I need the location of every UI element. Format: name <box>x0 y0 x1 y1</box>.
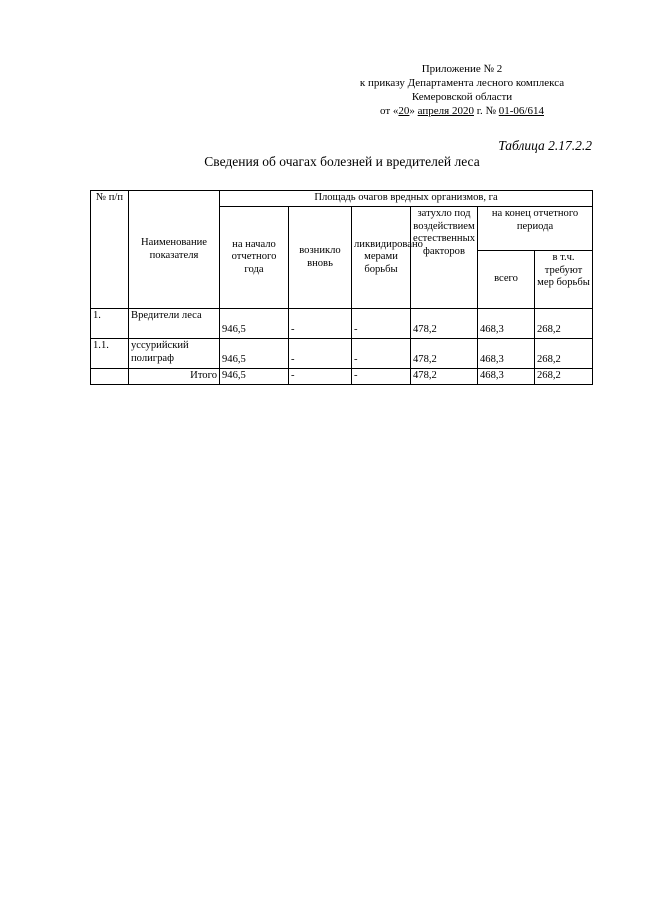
row-end-total: 468,3 <box>478 309 535 339</box>
total-start: 946,5 <box>220 369 289 385</box>
header-end-group: на конец отчетного периода <box>478 207 593 251</box>
pest-foci-table <box>90 190 593 385</box>
row-faded: 478,2 <box>411 309 478 339</box>
row-name: уссурийский полиграф <box>129 339 220 369</box>
header-start: на начало отчетного года <box>220 207 289 309</box>
row-start: 946,5 <box>220 309 289 339</box>
document-title: Сведения об очагах болезней и вредителей леса <box>204 154 480 169</box>
row-end-need: 268,2 <box>535 339 593 369</box>
order-number: 01-06/614 <box>498 105 544 117</box>
appendix-date-line <box>332 104 592 118</box>
total-liquidated: - <box>352 369 411 385</box>
row-liquidated: - <box>352 339 411 369</box>
header-new: возникло вновь <box>289 207 352 309</box>
date-day: 20 <box>398 105 410 117</box>
header-faded: затухло под воздействием естественных факторов <box>411 207 478 309</box>
date-month-year: апреля 2020 <box>417 105 474 117</box>
row-num: 1. <box>91 309 129 339</box>
row-start: 946,5 <box>220 339 289 369</box>
appendix-region: Кемеровской области <box>411 91 513 103</box>
total-end-need: 268,2 <box>535 369 593 385</box>
appendix-order-ref: к приказу Департамента лесного комплекса <box>359 77 565 89</box>
row-num: 1.1. <box>91 339 129 369</box>
appendix-block <box>332 62 592 118</box>
total-row <box>91 369 593 385</box>
table-row <box>91 339 593 369</box>
table-number: Таблица 2.17.2.2 <box>498 138 592 153</box>
row-end-need: 268,2 <box>535 309 593 339</box>
total-faded: 478,2 <box>411 369 478 385</box>
header-end-total: всего <box>478 251 535 309</box>
date-prefix: от « <box>380 105 399 117</box>
header-num: № п/п <box>91 191 129 309</box>
row-new: - <box>289 339 352 369</box>
header-liquidated: ликвидировано мерами борьбы <box>352 207 411 309</box>
row-liquidated: - <box>352 309 411 339</box>
row-end-total: 468,3 <box>478 339 535 369</box>
header-name: Наименование показателя <box>129 191 220 309</box>
date-suffix: г. № <box>473 105 499 117</box>
total-num <box>91 369 129 385</box>
row-name: Вредители леса <box>129 309 220 339</box>
total-end-total: 468,3 <box>478 369 535 385</box>
header-area-group: Площадь очагов вредных организмов, га <box>220 191 593 207</box>
date-mid: » <box>409 105 418 117</box>
row-new: - <box>289 309 352 339</box>
header-end-need: в т.ч. требуют мер борьбы <box>535 251 593 309</box>
total-new: - <box>289 369 352 385</box>
row-faded: 478,2 <box>411 339 478 369</box>
total-label: Итого <box>129 369 220 385</box>
table-row <box>91 309 593 339</box>
appendix-title: Приложение № 2 <box>421 63 503 75</box>
